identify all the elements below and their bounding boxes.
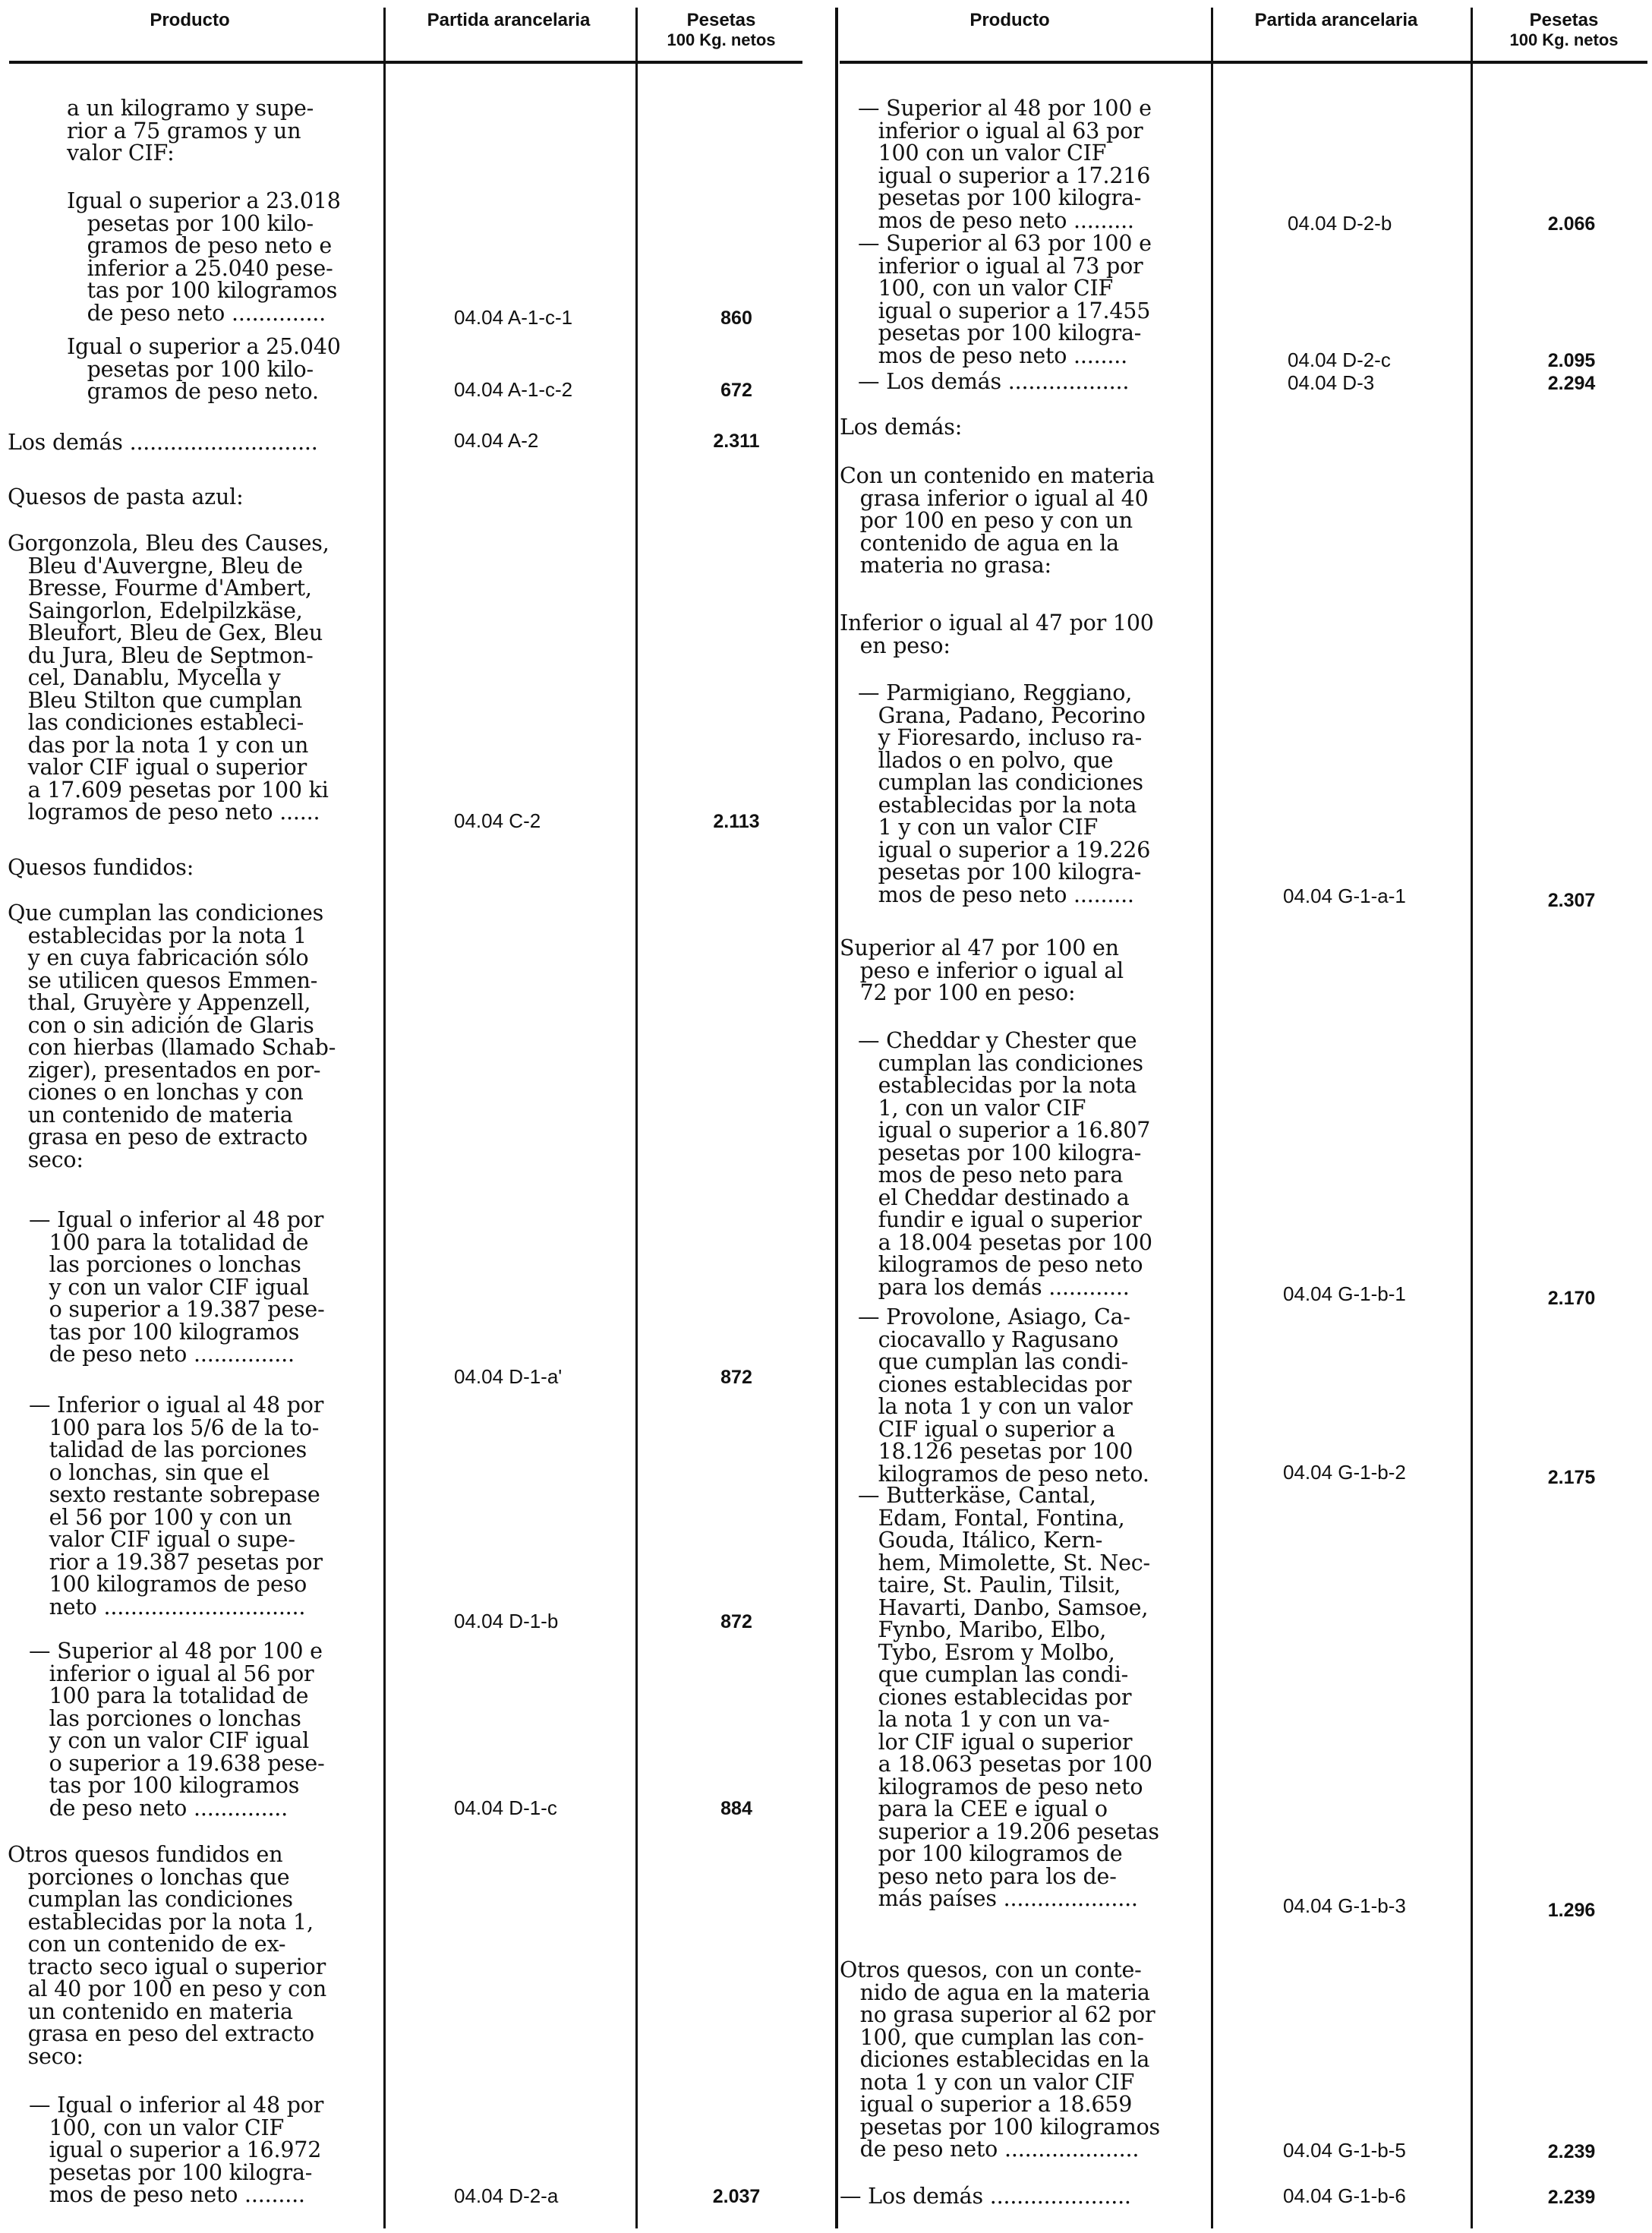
- product-description: — Los demás ..................: [858, 369, 1130, 394]
- product-description: — Inferior o igual al 48 por 100 para los 5/6 de la to- talidad de las porciones o lonchas, sin que el sexto restante sobrepase el 56 por 100 y con un valor CIF igual o supe- rior a 19.387 pesetas por 100 kilogramos de peso neto ..............................: [29, 1392, 324, 1620]
- price-value: 2.307: [1547, 890, 1596, 911]
- product-description: Los demás ............................: [8, 430, 318, 455]
- header-rule-left: [9, 61, 802, 64]
- product-description: Quesos de pasta azul:: [8, 484, 244, 509]
- product-description: — Los demás .....................: [840, 2184, 1131, 2209]
- tariff-code: 04.04 G-1-b-6: [1283, 2184, 1406, 2207]
- product-description: — Igual o inferior al 48 por 100 para la totalidad de las porciones o lonchas y con un valor CIF igual o superior a 19.387 pese- tas por 100 kilogramos de peso neto ...............: [29, 1207, 325, 1367]
- price-value: 2.175: [1547, 1467, 1596, 1488]
- price-value: 2.239: [1547, 2141, 1596, 2162]
- product-description: — Superior al 48 por 100 e inferior o igual al 63 por 100 con un valor CIF igual o superior a 17.216 pesetas por 100 kilogra- mos de peso neto .........: [858, 96, 1152, 233]
- product-description: Gorgonzola, Bleu des Causes, Bleu d'Auvergne, Bleu de Bresse, Fourme d'Ambert, Saingorlon, Edelpilzkäse, Bleufort, Bleu de Gex, Bleu du Jura, Bleu de Septmon- cel, Danablu, Mycella y Bleu Stilton que cumplan las condiciones estableci- das por la nota 1 y con un valor CIF igual o superior a 17.609 pesetas por 100 ki logramos de peso neto ......: [8, 531, 329, 825]
- product-description: Otros quesos, con un conte- nido de agua en la materia no grasa superior al 62 por 100, que cumplan las con- diciones establecidas en la nota 1 y con un valor CIF igual o superior a 18.659 pesetas por 100 kilogramos de peso neto ....................: [840, 1957, 1160, 2162]
- product-description: — Igual o inferior al 48 por 100, con un valor CIF igual o superior a 16.972 pesetas por 100 kilogra- mos de peso neto .........: [29, 2093, 324, 2207]
- product-description: Los demás:: [840, 415, 963, 440]
- header-pesetas-unit: 100 Kg. netos: [1509, 30, 1619, 49]
- header-producto-left: Producto: [150, 10, 230, 30]
- header-partida-left: Partida arancelaria: [427, 10, 591, 30]
- product-description: Que cumplan las condiciones establecidas por la nota 1 y en cuya fabricación sólo se utilicen quesos Emmen- thal, Gruyère y Appenzell, con o sin adición de Glaris con hierbas (llamado Schab- ziger), presentados en por- ciones o en lonchas y con un contenido de materia grasa en peso de extracto seco:: [8, 900, 336, 1172]
- tariff-code: 04.04 D-1-c: [454, 1796, 557, 1819]
- header-pesetas-right: [1480, 11, 1647, 50]
- header-pesetas-label: Pesetas: [1529, 10, 1599, 30]
- tariff-code: 04.04 D-2-a: [454, 2184, 559, 2207]
- tariff-code: 04.04 G-1-b-3: [1283, 1894, 1406, 1917]
- tariff-code: 04.04 D-3: [1288, 371, 1375, 394]
- product-description: Igual o superior a 23.018 pesetas por 100 kilo- gramos de peso neto e inferior a 25.040 pese- tas por 100 kilogramos de peso neto ..............: [67, 188, 341, 326]
- column-divider: [1471, 8, 1473, 2228]
- price-value: 872: [720, 1611, 752, 1632]
- product-description: Igual o superior a 25.040 pesetas por 100 kilo- gramos de peso neto.: [67, 334, 341, 404]
- header-pesetas-left: [645, 11, 797, 50]
- tariff-code: 04.04 G-1-b-1: [1283, 1282, 1406, 1305]
- tariff-code: 04.04 C-2: [454, 809, 541, 832]
- tariff-code: 04.04 D-2-b: [1288, 212, 1392, 235]
- tariff-code: 04.04 G-1-b-2: [1283, 1461, 1406, 1484]
- column-divider: [835, 8, 838, 2228]
- header-producto-right: Producto: [969, 10, 1050, 30]
- tariff-code: 04.04 D-1-a': [454, 1365, 563, 1388]
- price-value: 2.239: [1547, 2187, 1596, 2208]
- price-value: 2.170: [1547, 1288, 1596, 1309]
- product-description: Otros quesos fundidos en porciones o lonchas que cumplan las condiciones establecidas por la nota 1, con un contenido de ex- tracto seco igual o superior al 40 por 100 en peso y con un contenido en materia grasa en peso del extracto seco:: [8, 1842, 327, 2069]
- price-value: 1.296: [1547, 1900, 1596, 1921]
- product-description: — Parmigiano, Reggiano, Grana, Padano, Pecorino y Fioresardo, incluso ra- llados o en polvo, que cumplan las condiciones establecidas por la nota 1 y con un valor CIF igual o superior a 19.226 pesetas por 100 kilogra- mos de peso neto .........: [858, 680, 1151, 907]
- header-pesetas-label: Pesetas: [686, 10, 756, 30]
- price-value: 2.095: [1547, 350, 1596, 371]
- product-description: Quesos fundidos:: [8, 855, 194, 880]
- price-value: 860: [720, 308, 752, 329]
- column-divider: [1211, 8, 1213, 2228]
- tariff-code: 04.04 A-1-c-1: [454, 306, 573, 329]
- tariff-code: 04.04 G-1-a-1: [1283, 885, 1406, 907]
- header-rule-right: [840, 61, 1647, 64]
- tariff-code: 04.04 D-2-c: [1288, 349, 1391, 371]
- price-value: 2.294: [1547, 373, 1596, 394]
- product-description: — Superior al 63 por 100 e inferior o igual al 73 por 100, con un valor CIF igual o superior a 17.455 pesetas por 100 kilogra- mos de peso neto ........: [858, 231, 1152, 368]
- column-divider: [383, 8, 386, 2228]
- header-partida-right: Partida arancelaria: [1254, 10, 1418, 30]
- price-value: 672: [720, 380, 752, 401]
- column-divider: [635, 8, 638, 2228]
- tariff-code: 04.04 A-1-c-2: [454, 378, 573, 401]
- product-description: a un kilogramo y supe- rior a 75 gramos y un valor CIF:: [67, 96, 314, 166]
- product-description: Con un contenido en materia grasa inferior o igual al 40 por 100 en peso y con un contenido de agua en la materia no grasa:: [840, 463, 1155, 578]
- price-value: 2.311: [713, 431, 760, 452]
- product-description: Superior al 47 por 100 en peso e inferior o igual al 72 por 100 en peso:: [840, 935, 1124, 1005]
- tariff-code: 04.04 D-1-b: [454, 1610, 559, 1632]
- product-description: Inferior o igual al 47 por 100 en peso:: [840, 610, 1154, 658]
- product-description: — Superior al 48 por 100 e inferior o igual al 56 por 100 para la totalidad de las porciones o lonchas y con un valor CIF igual o superior a 19.638 pese- tas por 100 kilogramos de peso neto ..............: [29, 1638, 325, 1821]
- price-value: 884: [720, 1798, 752, 1819]
- product-description: — Butterkäse, Cantal, Edam, Fontal, Fontina, Gouda, Itálico, Kern- hem, Mimolette, St. Nec- taire, St. Paulin, Tilsit, Havarti, Danbo, Samsoe, Fynbo, Maribo, Elbo, Tybo, Esrom y Molbo, que cumplan las condi- ciones establecidas por la nota 1 y con un va- lor CIF igual o superior a 18.063 pesetas por 100 kilogramos de peso neto para la CEE e igual o superior a 19.206 pesetas por 100 kilogramos de peso neto para los de- más países ....................: [858, 1483, 1159, 1911]
- product-description: — Provolone, Asiago, Ca- ciocavallo y Ragusano que cumplan las condi- ciones establecidas por la nota 1 y con un valor CIF igual o superior a 18.126 pesetas por 100 kilogramos de peso neto.: [858, 1304, 1149, 1487]
- tariff-code: 04.04 G-1-b-5: [1283, 2139, 1406, 2162]
- price-value: 2.037: [712, 2186, 761, 2207]
- header-pesetas-unit: 100 Kg. netos: [667, 30, 776, 49]
- price-value: 872: [720, 1367, 752, 1388]
- price-value: 2.066: [1547, 213, 1596, 235]
- tariff-code: 04.04 A-2: [454, 429, 539, 452]
- price-value: 2.113: [713, 811, 760, 832]
- product-description: — Cheddar y Chester que cumplan las condiciones establecidas por la nota 1, con un valor CIF igual o superior a 16.807 pesetas por 100 kilogra- mos de peso neto para el Cheddar destinado a fundir e igual o superior a 18.004 pesetas por 100 kilogramos de peso neto para los demás ............: [858, 1028, 1152, 1300]
